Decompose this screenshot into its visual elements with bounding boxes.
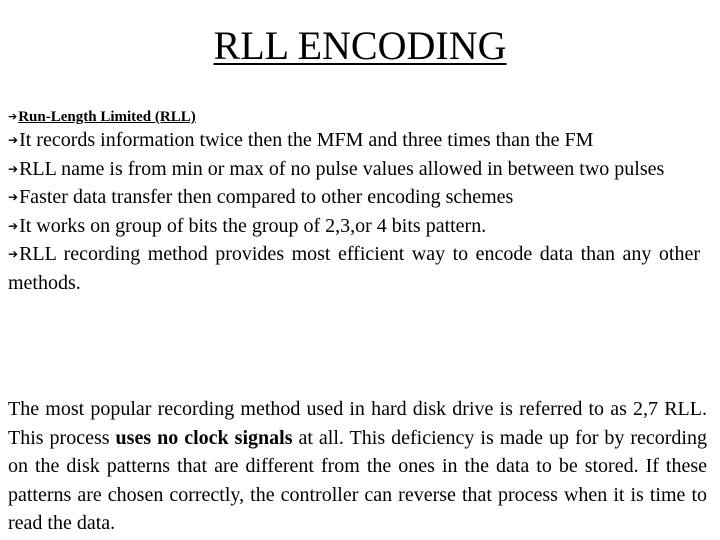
subheading (8, 108, 700, 126)
bullet-text: It records information twice then the MFM and three times than the FM (19, 129, 594, 151)
bullet-item (8, 126, 700, 155)
bullet-text: It works on group of bits the group of 2,3,or 4 bits pattern. (19, 214, 487, 237)
arrow-icon: ➔ (8, 247, 19, 261)
subheading-text: Run-Length Limited (RLL) (18, 109, 196, 125)
bullet-item (8, 212, 700, 241)
slide-title: RLL ENCODING (213, 23, 507, 68)
bullet-item (8, 183, 700, 212)
arrow-icon: ➔ (8, 218, 19, 233)
body-paragraph (8, 395, 707, 538)
paragraph-text: The most popular recording method used in hard disk drive is referred to as 2,7 RLL. This process (8, 398, 707, 449)
arrow-icon: ➔ (8, 133, 19, 147)
arrow-icon: ➔ (8, 110, 18, 123)
bullet-item (8, 155, 700, 184)
bullet-text: RLL recording method provides most efficient way to encode data than any other methods. (8, 243, 700, 294)
arrow-icon: ➔ (8, 161, 19, 176)
bullet-text: Faster data transfer then compared to other encoding schemes (19, 186, 514, 208)
bullet-list (8, 108, 700, 297)
bullet-text: RLL name is from min or max of no pulse values allowed in between two pulses (19, 157, 665, 180)
arrow-icon: ➔ (8, 190, 19, 204)
paragraph-text: at all. This deficiency is made up for by recording on the disk patterns that are different from the ones in the data to be stored. If these patterns are chosen correctly, the controller can reverse that process when it is time to read the data. (8, 426, 707, 534)
bullet-item (8, 240, 700, 297)
paragraph-bold-text: uses no clock signals (115, 426, 293, 449)
